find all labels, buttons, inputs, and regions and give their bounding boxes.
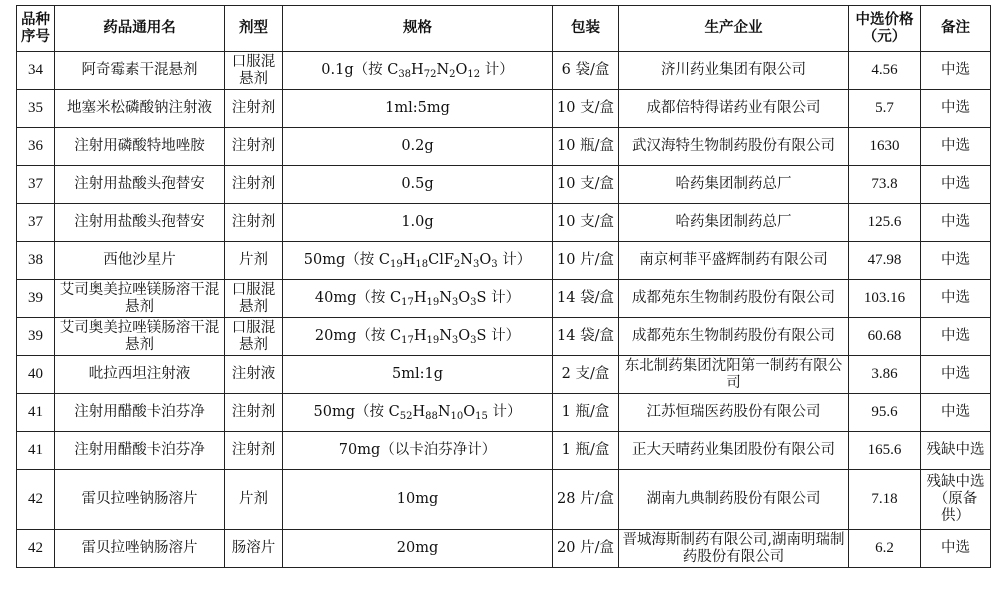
cell-manufacturer: 武汉海特生物制药股份有限公司: [619, 128, 849, 166]
cell-dosage-form: 口服混悬剂: [225, 318, 283, 356]
table-row: [17, 128, 991, 166]
spec-text: N: [460, 252, 473, 268]
spec-subscript: 18: [415, 259, 429, 270]
cell-drug-name: 注射用醋酸卡泊芬净: [55, 432, 225, 470]
cell-drug-name: 雷贝拉唑钠肠溶片: [55, 530, 225, 568]
spec-text: 0.5g: [401, 176, 434, 192]
cell-dosage-form: 肠溶片: [225, 530, 283, 568]
spec-subscript: 72: [423, 69, 437, 80]
spec-text: 50mg（按 C: [313, 404, 400, 420]
cell-package: 14 袋/盒: [553, 280, 619, 318]
spec-text: H: [413, 290, 427, 306]
spec-text: 计）: [487, 404, 522, 420]
table-row: [17, 166, 991, 204]
cell-spec: [283, 166, 553, 204]
cell-seq: 37: [17, 166, 55, 204]
cell-price: 7.18: [849, 470, 921, 530]
spec-text: 40mg（按 C: [314, 290, 402, 306]
table-row: [17, 90, 991, 128]
cell-dosage-form: 注射剂: [225, 166, 283, 204]
spec-text: S 计）: [476, 328, 521, 344]
spec-text: 70mg（以卡泊芬净计）: [338, 442, 497, 458]
spec-subscript: 12: [467, 69, 481, 80]
cell-note: 中选: [921, 394, 991, 432]
cell-manufacturer: 哈药集团制药总厂: [619, 204, 849, 242]
spec-text: 1ml:5mg: [385, 100, 450, 116]
cell-drug-name: 地塞米松磷酸钠注射液: [55, 90, 225, 128]
spec-text: H: [402, 252, 416, 268]
cell-manufacturer: 晋城海斯制药有限公司,湖南明瑞制药股份有限公司: [619, 530, 849, 568]
cell-manufacturer: 哈药集团制药总厂: [619, 166, 849, 204]
spec-subscript: 88: [425, 411, 438, 422]
cell-dosage-form: 注射液: [225, 356, 283, 394]
cell-price: 103.16: [849, 280, 921, 318]
cell-spec: [283, 318, 553, 356]
cell-package: 1 瓶/盒: [553, 432, 619, 470]
spec-subscript: 3: [451, 335, 459, 346]
header-note: 备注: [921, 6, 991, 52]
cell-spec: [283, 432, 553, 470]
spec-text: 50mg（按 C: [303, 252, 390, 268]
drug-price-table-container: [16, 5, 990, 568]
cell-note: 中选: [921, 204, 991, 242]
spec-text: 20mg: [396, 540, 439, 556]
cell-note: 中选: [921, 356, 991, 394]
cell-seq: 38: [17, 242, 55, 280]
spec-text: H: [412, 404, 426, 420]
cell-price: 1630: [849, 128, 921, 166]
spec-text: 0.2g: [401, 138, 434, 154]
spec-subscript: 3: [491, 259, 498, 270]
cell-drug-name: 注射用盐酸头孢替安: [55, 204, 225, 242]
spec-text: O: [455, 62, 468, 78]
cell-note: 残缺中选（原备供）: [921, 470, 991, 530]
cell-package: 10 片/盒: [553, 242, 619, 280]
cell-note: 中选: [921, 242, 991, 280]
cell-price: 5.7: [849, 90, 921, 128]
cell-seq: 34: [17, 52, 55, 90]
cell-package: 10 支/盒: [553, 204, 619, 242]
spec-text: N: [439, 328, 452, 344]
cell-dosage-form: 口服混悬剂: [225, 52, 283, 90]
header-seq: 品种序号: [17, 6, 55, 52]
cell-spec: [283, 52, 553, 90]
cell-package: 2 支/盒: [553, 356, 619, 394]
spec-subscript: 3: [451, 297, 459, 308]
cell-manufacturer: 济川药业集团有限公司: [619, 52, 849, 90]
cell-price: 60.68: [849, 318, 921, 356]
cell-manufacturer: 成都倍特得诺药业有限公司: [619, 90, 849, 128]
cell-price: 3.86: [849, 356, 921, 394]
cell-price: 6.2: [849, 530, 921, 568]
spec-text: N: [436, 62, 450, 78]
spec-subscript: 2: [453, 259, 461, 270]
cell-note: 中选: [921, 280, 991, 318]
spec-subscript: 19: [426, 297, 440, 308]
cell-note: 中选: [921, 90, 991, 128]
table-row: [17, 52, 991, 90]
spec-text: N: [439, 290, 452, 306]
spec-subscript: 38: [398, 69, 412, 80]
cell-price: 95.6: [849, 394, 921, 432]
cell-drug-name: 雷贝拉唑钠肠溶片: [55, 470, 225, 530]
cell-spec: [283, 242, 553, 280]
cell-spec: [283, 280, 553, 318]
spec-text: H: [413, 328, 427, 344]
cell-seq: 40: [17, 356, 55, 394]
cell-drug-name: 艾司奥美拉唑镁肠溶干混悬剂: [55, 318, 225, 356]
table-row: [17, 356, 991, 394]
cell-drug-name: 阿奇霉素干混悬剂: [55, 52, 225, 90]
cell-seq: 35: [17, 90, 55, 128]
table-row: [17, 318, 991, 356]
cell-manufacturer: 东北制药集团沈阳第一制药有限公司: [619, 356, 849, 394]
cell-price: 4.56: [849, 52, 921, 90]
cell-note: 中选: [921, 318, 991, 356]
spec-text: N: [437, 404, 451, 420]
cell-drug-name: 注射用磷酸特地唑胺: [55, 128, 225, 166]
cell-dosage-form: 注射剂: [225, 204, 283, 242]
cell-seq: 37: [17, 204, 55, 242]
cell-note: 中选: [921, 530, 991, 568]
cell-note: 残缺中选: [921, 432, 991, 470]
spec-text: 10mg: [396, 491, 439, 507]
spec-subscript: 19: [389, 259, 403, 270]
table-row: [17, 394, 991, 432]
cell-spec: [283, 356, 553, 394]
cell-package: 10 瓶/盒: [553, 128, 619, 166]
cell-note: 中选: [921, 52, 991, 90]
cell-drug-name: 西他沙星片: [55, 242, 225, 280]
cell-note: 中选: [921, 166, 991, 204]
cell-package: 20 片/盒: [553, 530, 619, 568]
cell-seq: 36: [17, 128, 55, 166]
header-pack: 包装: [553, 6, 619, 52]
spec-text: 0.1g（按 C: [321, 62, 399, 78]
cell-spec: [283, 204, 553, 242]
spec-text: 计）: [480, 62, 514, 78]
cell-price: 47.98: [849, 242, 921, 280]
spec-text: O: [458, 328, 471, 344]
cell-price: 73.8: [849, 166, 921, 204]
cell-manufacturer: 湖南九典制药股份有限公司: [619, 470, 849, 530]
cell-drug-name: 注射用醋酸卡泊芬净: [55, 394, 225, 432]
cell-seq: 41: [17, 394, 55, 432]
table-row: [17, 280, 991, 318]
table-body: [17, 52, 991, 568]
spec-text: 计）: [497, 252, 532, 268]
cell-dosage-form: 片剂: [225, 470, 283, 530]
cell-note: 中选: [921, 128, 991, 166]
cell-seq: 39: [17, 318, 55, 356]
table-header-row: [17, 6, 991, 52]
spec-text: O: [458, 290, 471, 306]
spec-subscript: 10: [450, 411, 464, 422]
cell-dosage-form: 注射剂: [225, 432, 283, 470]
cell-price: 125.6: [849, 204, 921, 242]
table-row: [17, 242, 991, 280]
cell-spec: [283, 90, 553, 128]
cell-spec: [283, 128, 553, 166]
cell-seq: 39: [17, 280, 55, 318]
spec-subscript: 3: [470, 335, 477, 346]
cell-manufacturer: 正大天晴药业集团股份有限公司: [619, 432, 849, 470]
cell-seq: 41: [17, 432, 55, 470]
spec-subscript: 3: [472, 259, 480, 270]
cell-manufacturer: 江苏恒瑞医药股份有限公司: [619, 394, 849, 432]
cell-manufacturer: 成都苑东生物制药股份有限公司: [619, 318, 849, 356]
cell-manufacturer: 成都苑东生物制药股份有限公司: [619, 280, 849, 318]
spec-subscript: 2: [449, 69, 456, 80]
cell-package: 6 袋/盒: [553, 52, 619, 90]
table-row: [17, 432, 991, 470]
cell-package: 10 支/盒: [553, 90, 619, 128]
table-row: [17, 530, 991, 568]
spec-subscript: 19: [426, 335, 440, 346]
table-row: [17, 470, 991, 530]
cell-seq: 42: [17, 530, 55, 568]
drug-price-table: [16, 5, 991, 568]
cell-spec: [283, 394, 553, 432]
cell-package: 1 瓶/盒: [553, 394, 619, 432]
cell-spec: [283, 470, 553, 530]
header-name: 药品通用名: [55, 6, 225, 52]
cell-spec: [283, 530, 553, 568]
spec-text: H: [411, 62, 424, 78]
cell-drug-name: 艾司奥美拉唑镁肠溶干混悬剂: [55, 280, 225, 318]
cell-dosage-form: 口服混悬剂: [225, 280, 283, 318]
cell-package: 10 支/盒: [553, 166, 619, 204]
cell-price: 165.6: [849, 432, 921, 470]
spec-subscript: 52: [399, 411, 413, 422]
cell-dosage-form: 注射剂: [225, 128, 283, 166]
table-row: [17, 204, 991, 242]
header-maker: 生产企业: [619, 6, 849, 52]
cell-manufacturer: 南京柯菲平盛辉制药有限公司: [619, 242, 849, 280]
spec-text: ClF: [428, 252, 454, 268]
spec-text: 20mg（按 C: [314, 328, 402, 344]
cell-drug-name: 注射用盐酸头孢替安: [55, 166, 225, 204]
header-price: 中选价格（元）: [849, 6, 921, 52]
cell-drug-name: 吡拉西坦注射液: [55, 356, 225, 394]
cell-dosage-form: 片剂: [225, 242, 283, 280]
cell-package: 28 片/盒: [553, 470, 619, 530]
cell-dosage-form: 注射剂: [225, 90, 283, 128]
spec-subscript: 17: [401, 297, 414, 308]
header-spec: 规格: [283, 6, 553, 52]
cell-dosage-form: 注射剂: [225, 394, 283, 432]
spec-subscript: 17: [401, 335, 414, 346]
spec-subscript: 3: [470, 297, 477, 308]
spec-text: S 计）: [476, 290, 521, 306]
header-form: 剂型: [225, 6, 283, 52]
cell-seq: 42: [17, 470, 55, 530]
cell-package: 14 袋/盒: [553, 318, 619, 356]
spec-text: 1.0g: [401, 214, 434, 230]
spec-text: O: [479, 252, 492, 268]
spec-text: 5ml:1g: [391, 366, 443, 382]
spec-subscript: 15: [475, 411, 488, 422]
spec-text: O: [463, 404, 476, 420]
